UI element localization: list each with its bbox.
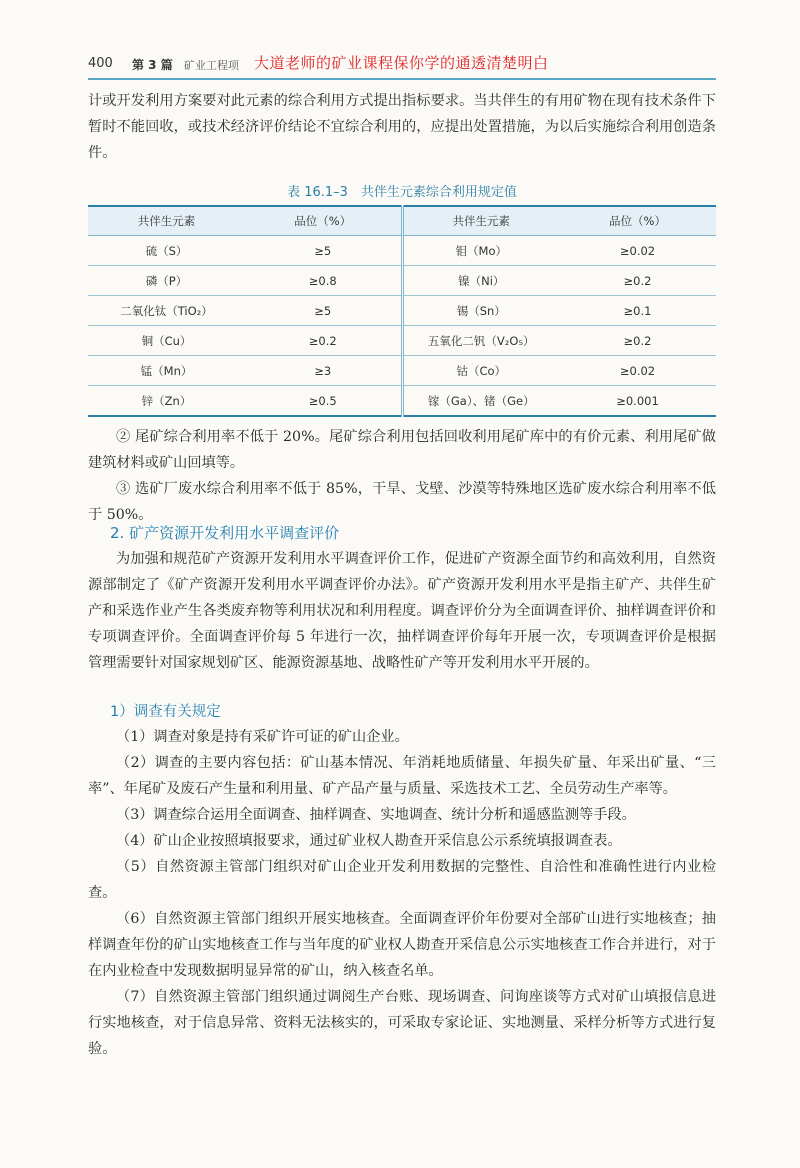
chapter-label: 矿业工程项	[184, 59, 239, 72]
list-item: （7）自然资源主管部门组织通过调阅生产台账、现场调查、问询座谈等方式对矿山填报信息进行实地核查，对于信息异常、资料无法核实的，可采取专家论证、实地测量、采样分析等方式进行复验。	[88, 989, 716, 1057]
grade-cell: ≥0.8	[245, 266, 402, 296]
table-row	[88, 296, 716, 326]
table-row	[88, 326, 716, 356]
header-rule	[88, 78, 716, 80]
part-label: 第 3 篇	[132, 58, 173, 72]
grade-cell: ≥3	[245, 356, 402, 386]
table-caption: 表 16.1–3 共伴生元素综合利用规定值	[287, 185, 517, 200]
element-cell: 二氧化钛（TiO₂）	[88, 296, 245, 326]
element-cell: 硫（S）	[88, 236, 245, 266]
grade-cell: ≥5	[245, 236, 402, 266]
section-heading: 2. 矿产资源开发利用水平调查评价	[110, 524, 340, 542]
tailings-paragraph: ② 尾矿综合利用率不低于 20%。尾矿综合利用包括回收利用尾矿库中的有价元素、利用尾矿做建筑材料或矿山回填等。	[88, 429, 716, 471]
element-cell: 五氧化二钒（V₂O₅）	[402, 326, 559, 356]
element-cell: 镓（Ga）、锗（Ge）	[402, 386, 559, 417]
page-number: 400	[88, 56, 113, 71]
section-paragraph: 为加强和规范矿产资源开发利用水平调查评价工作，促进矿产资源全面节约和高效利用，自然资源部制定了《矿产资源开发利用水平调查评价办法》。矿产资源开发利用水平是指主矿产、共伴生矿产和采选作业产生各类废弃物等利用状况和利用程度。调查评价分为全面调查评价、抽样调查评价和专项调查评价。全面调查评价每 5 年进行一次，抽样调查评价每年开展一次，专项调查评价是根据管理需要针对国家规划矿区、能源资源基地、战略性矿产等开发利用水平开展的。	[88, 551, 716, 671]
element-cell: 铜（Cu）	[88, 326, 245, 356]
subsection-heading: 1）调查有关规定	[110, 704, 221, 720]
element-cell: 锡（Sn）	[402, 296, 559, 326]
grade-cell: ≥0.02	[559, 236, 716, 266]
header-cell: 共伴生元素	[402, 206, 559, 236]
page-header	[88, 52, 716, 78]
list-item: （3）调查综合运用全面调查、抽样调查、实地调查、统计分析和遥感监测等手段。	[116, 807, 636, 823]
watermark-text: 大道老师的矿业课程保你学的通透清楚明白	[254, 54, 549, 72]
table-row	[88, 266, 716, 296]
grade-cell: ≥0.1	[559, 296, 716, 326]
grade-cell: ≥5	[245, 296, 402, 326]
element-cell: 镍（Ni）	[402, 266, 559, 296]
grade-cell: ≥0.001	[616, 393, 659, 408]
grade-cell: ≥0.2	[559, 326, 716, 356]
wastewater-paragraph: ③ 选矿厂废水综合利用率不低于 85%，干旱、戈壁、沙漠等特殊地区选矿废水综合利用率不低于 50%。	[88, 481, 716, 523]
header-cell: 共伴生元素	[88, 206, 245, 236]
element-cell: 锌（Zn）	[141, 393, 192, 408]
table-row	[88, 356, 716, 386]
table-row	[88, 236, 716, 266]
regulation-list	[88, 724, 716, 1062]
header-cell: 品位（%）	[245, 206, 402, 236]
grade-cell: ≥0.2	[559, 266, 716, 296]
element-cell: 磷（P）	[88, 266, 245, 296]
table-header-row	[88, 206, 716, 236]
element-cell: 锰（Mn）	[88, 356, 245, 386]
list-item: （5）自然资源主管部门组织对矿山企业开发利用数据的完整性、自洽性和准确性进行内业检查。	[88, 859, 716, 901]
grade-cell: ≥0.5	[308, 393, 337, 408]
element-cell: 钴（Co）	[402, 356, 559, 386]
intro-paragraph: 计或开发利用方案要对此元素的综合利用方式提出指标要求。当共伴生的有用矿物在现有技术条件下暂时不能回收，或技术经济评价结论不宜综合利用的，应提出处置措施，为以后实施综合利用创造条件。	[88, 93, 716, 161]
list-item: （4）矿山企业按照填报要求，通过矿业权人勘查开采信息公示系统填报调查表。	[116, 833, 622, 849]
table-row	[88, 386, 716, 417]
element-cell: 钼（Mo）	[402, 236, 559, 266]
element-table	[88, 205, 716, 417]
list-item: （2）调查的主要内容包括：矿山基本情况、年消耗地质储量、年损失矿量、年采出矿量、“三率”、年尾矿及废石产生量和利用量、矿产品产量与质量、采选技术工艺、全员劳动生产率等。	[88, 755, 716, 797]
grade-cell: ≥0.02	[559, 356, 716, 386]
grade-cell: ≥0.2	[245, 326, 402, 356]
list-item: （6）自然资源主管部门组织开展实地核查。全面调查评价年份要对全部矿山进行实地核查；抽样调查年份的矿山实地核查工作与当年度的矿业权人勘查开采信息公示实地核查工作合并进行，对于在内业检查中发现数据明显异常的矿山，纳入核查名单。	[88, 911, 716, 979]
list-item: （1）调查对象是持有采矿许可证的矿山企业。	[116, 729, 409, 745]
header-cell: 品位（%）	[559, 206, 716, 236]
